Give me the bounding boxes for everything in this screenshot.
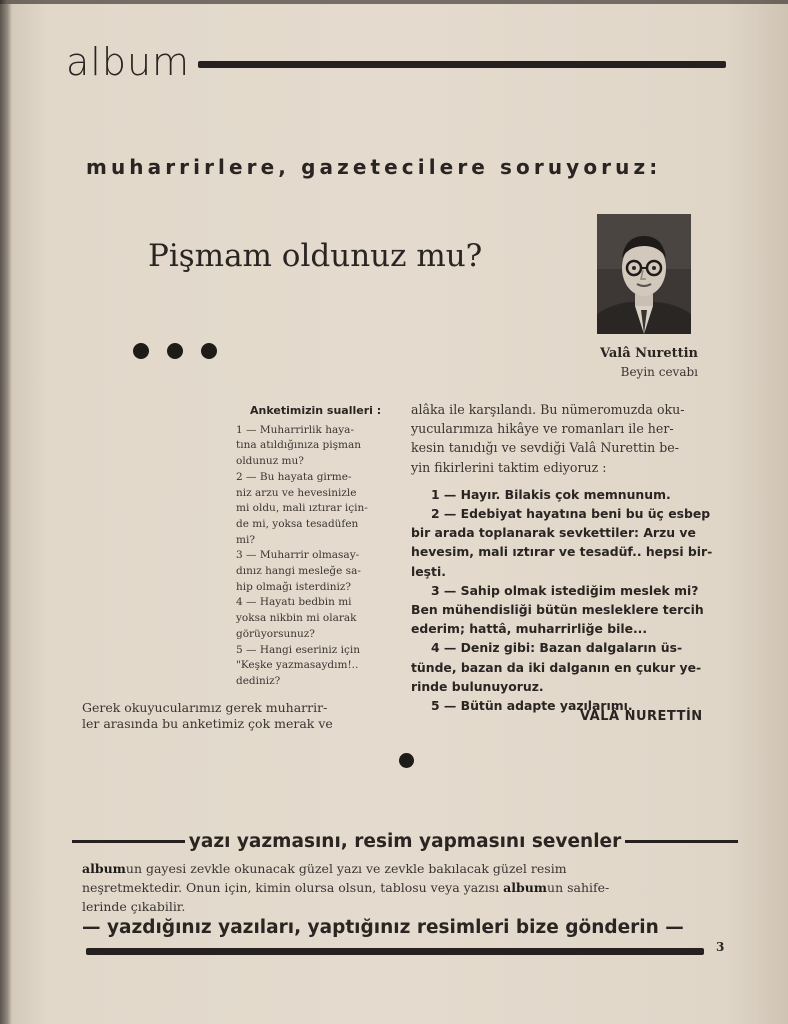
body-text: un sahife- — [547, 880, 610, 895]
answer-line: 2 — Edebiyat hayatına beni bu üç esbep — [431, 506, 711, 522]
submission-footer: — yazdığınız yazıları, yaptığınız resimleri bize gönderin — — [82, 917, 684, 938]
answer-line: tünde, bazan da iki dalganın en çukur ye- — [411, 659, 702, 675]
album-word: album — [503, 880, 548, 895]
section-headline: muharrirlere, gazetecilere soruyoruz: — [86, 155, 662, 179]
question-line: yoksa nikbin mi olarak — [236, 612, 357, 625]
submission-body — [82, 859, 728, 916]
dot-icon — [167, 343, 183, 359]
answers-column — [411, 400, 731, 715]
question-line: hip olmağı isterdiniz? — [236, 580, 352, 593]
questions-box — [236, 403, 400, 690]
answer-line: hevesim, mali ıztırar ve tesadüf.. hepsi bir- — [411, 544, 713, 560]
body-line: lerinde çıkabilir. — [82, 899, 186, 914]
intro-line: alâka ile karşılandı. Bu nümeromuzda oku- — [411, 402, 685, 417]
question-line: 2 — Bu hayata girme- — [236, 470, 352, 483]
portrait-caption-sub: Beyin cevabı — [620, 365, 698, 379]
question-line: oldunuz mu? — [236, 455, 304, 468]
intro-line: yin fikirlerini taktim ediyoruz : — [411, 459, 607, 475]
submission-heading-text: yazı yazmasını, resim yapmasını sevenler — [188, 831, 622, 852]
question-line: "Keşke yazmasaydım!.. — [236, 659, 359, 672]
intro-line: Gerek okuyucularımız gerek muharrir- — [82, 700, 328, 715]
album-logo: album — [66, 40, 191, 84]
question-line: tına atıldığınıza pişman — [236, 439, 361, 452]
answer-line: 1 — Hayır. Bilakis çok memnunum. — [431, 486, 671, 502]
header-rule — [198, 61, 726, 68]
page-number: 3 — [716, 940, 725, 954]
question-line: 1 — Muharrirlik haya- — [236, 423, 354, 436]
answers-list — [411, 485, 731, 715]
section-dot-icon — [399, 753, 414, 768]
intro-line: yucularımıza hikâye ve romanları ile her- — [411, 421, 674, 437]
question-line: dınız hangi mesleğe sa- — [236, 565, 361, 578]
answer-line: 4 — Deniz gibi: Bazan dalgaların üs- — [431, 640, 683, 656]
dot-icon — [201, 343, 217, 359]
question-line: mi? — [236, 533, 255, 546]
intro-left-column — [82, 700, 400, 732]
submission-heading — [72, 831, 738, 852]
questions-list — [236, 423, 400, 690]
portrait-image — [597, 214, 691, 334]
question-line: 5 — Hangi eseriniz için — [236, 643, 360, 656]
author-portrait — [597, 214, 691, 334]
answer-line: 3 — Sahip olmak istediğim meslek mi? — [431, 582, 699, 598]
intro-line: ler arasında bu anketimiz çok merak ve — [82, 716, 333, 731]
question-line: dediniz? — [236, 674, 281, 687]
question-line: görüyorsunuz? — [236, 627, 315, 640]
question-line: de mi, yoksa tesadüfen — [236, 517, 359, 530]
questions-title: Anketimizin sualleri : — [250, 404, 382, 417]
answer-line: rinde bulunuyoruz. — [411, 678, 544, 694]
body-line — [82, 878, 728, 897]
question-line: mi oldu, mali ıztırar için- — [236, 502, 368, 515]
question-line: 3 — Muharrir olmasay- — [236, 549, 360, 562]
question-line: 4 — Hayatı bedbin mi — [236, 596, 352, 609]
answer-line: ederim; hattâ, muharrirliğe bile... — [411, 621, 648, 637]
heading-rule-right — [625, 840, 738, 843]
portrait-caption-name: Valâ Nurettin — [599, 346, 698, 361]
answer-line: Ben mühendisliği bütün mesleklere tercih — [411, 602, 704, 618]
answer-line: leşti. — [411, 563, 446, 579]
author-signature: VALÂ NURETTİN — [580, 709, 703, 724]
answer-line: 5 — Bütün adapte yazılarımı. — [431, 698, 633, 714]
article-title: Pişmam oldunuz mu? — [148, 238, 483, 274]
intro-line: kesin tanıdığı ve sevdiği Valâ Nurettin be- — [411, 440, 679, 456]
dot-icon — [133, 343, 149, 359]
page-spine-shadow — [0, 0, 12, 1024]
body-text: un gayesi zevkle okunacak güzel yazı ve zevkle bakılacak güzel resim — [125, 861, 567, 876]
album-word: album — [82, 861, 126, 876]
heading-rule-left — [72, 840, 185, 843]
decorative-dots — [133, 343, 235, 363]
answer-line: bir arada toplanarak sevkettiler: Arzu ve — [411, 525, 696, 541]
question-line: niz arzu ve hevesinizle — [236, 486, 357, 499]
footer-rule — [86, 948, 704, 955]
body-text: neşretmektedir. Onun için, kimin olursa olsun, tablosu veya yazısı — [82, 880, 500, 895]
body-line — [82, 859, 728, 878]
page-top-edge — [0, 0, 788, 4]
